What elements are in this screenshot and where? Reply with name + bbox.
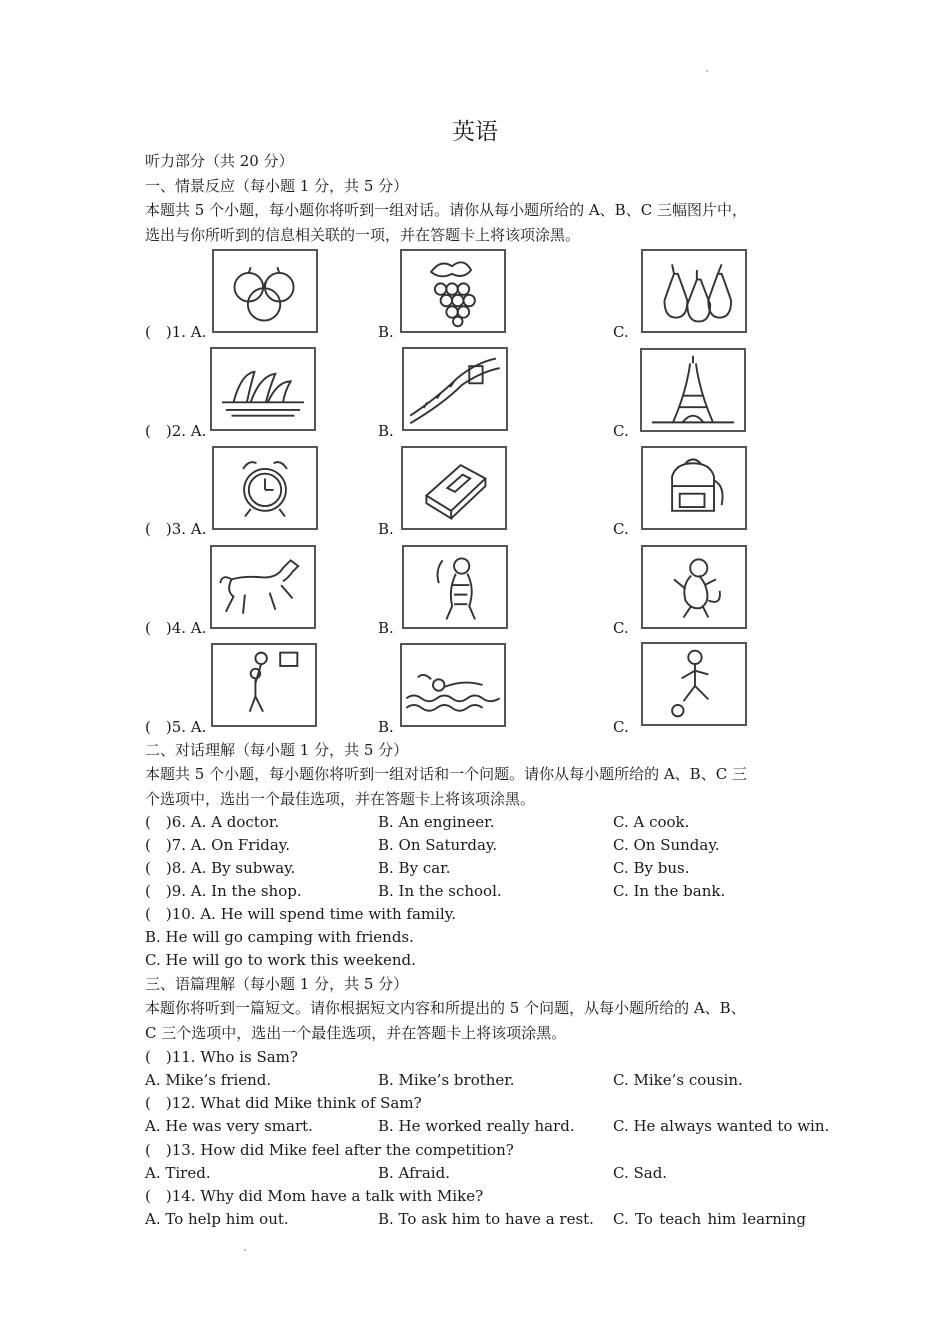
question-12-option-c: C. He always wanted to win. <box>613 1117 830 1135</box>
part2-instruction: 个选项中，选出一个最佳选项，并在答题卡上将该项涂黑。 <box>145 790 536 808</box>
apples-icon <box>212 249 318 333</box>
question-2-c-label: C. <box>613 422 629 440</box>
question-10-option-a: ( )10. A. He will spend time with family. <box>145 905 456 923</box>
question-12-option-b: B. He worked really hard. <box>378 1117 575 1135</box>
option-word: teach <box>659 1210 702 1228</box>
question-9-option-c: C. In the bank. <box>613 882 726 900</box>
question-14-option-a: A. To help him out. <box>145 1210 289 1228</box>
question-8-option-c: C. By bus. <box>613 859 690 877</box>
question-11-stem: ( )11. Who is Sam? <box>145 1048 298 1066</box>
question-10-option-c: C. He will go to work this weekend. <box>145 951 416 969</box>
sydney-opera-house-icon <box>210 347 316 431</box>
question-9-option-b: B. In the school. <box>378 882 502 900</box>
part1-heading: 一、情景反应（每小题 1 分，共 5 分） <box>145 177 409 195</box>
part2-instruction: 本题共 5 个小题，每小题你将听到一组对话和一个问题。请你从每小题所给的 A、B、C 三 <box>145 765 747 783</box>
question-13-option-a: A. Tired. <box>145 1164 211 1182</box>
question-12-option-a: A. He was very smart. <box>145 1117 313 1135</box>
part3-instruction: C 三个选项中，选出一个最佳选项，并在答题卡上将该项涂黑。 <box>145 1024 567 1042</box>
question-11-option-c: C. Mike’s cousin. <box>613 1071 743 1089</box>
option-word: him <box>707 1210 737 1228</box>
question-5-a-label: ( )5. A. <box>145 718 207 736</box>
horse-icon <box>210 545 316 629</box>
part3-instruction: 本题你将听到一篇短文。请你根据短文内容和所提出的 5 个问题，从每小题所给的 A、B、 <box>145 999 746 1017</box>
alarm-clock-icon <box>212 446 318 530</box>
question-6-option-a: ( )6. A. A doctor. <box>145 813 280 831</box>
option-word: To <box>635 1210 653 1228</box>
question-1-b-label: B. <box>378 323 394 341</box>
question-14-option-c <box>613 1210 806 1228</box>
part1-instruction: 本题共 5 个小题，每小题你将听到一组对话。请你从每小题所给的 A、B、C 三幅图片中， <box>145 201 747 219</box>
question-2-b-label: B. <box>378 422 394 440</box>
part3-heading: 三、语篇理解（每小题 1 分，共 5 分） <box>145 975 409 993</box>
question-8-option-a: ( )8. A. By subway. <box>145 859 296 877</box>
question-12-stem: ( )12. What did Mike think of Sam? <box>145 1094 422 1112</box>
question-3-a-label: ( )3. A. <box>145 520 207 538</box>
part2-heading: 二、对话理解（每小题 1 分，共 5 分） <box>145 741 409 759</box>
question-9-option-a: ( )9. A. In the shop. <box>145 882 302 900</box>
question-7-option-a: ( )7. A. On Friday. <box>145 836 291 854</box>
question-14-option-b: B. To ask him to have a rest. <box>378 1210 594 1228</box>
question-7-option-b: B. On Saturday. <box>378 836 498 854</box>
section-listening: 听力部分（共 20 分） <box>145 152 294 170</box>
question-13-option-b: B. Afraid. <box>378 1164 450 1182</box>
question-3-b-label: B. <box>378 520 394 538</box>
swimmer-icon <box>400 643 506 727</box>
question-14-stem: ( )14. Why did Mom have a talk with Mike? <box>145 1187 484 1205</box>
scan-speck <box>244 1249 246 1251</box>
grapes-icon <box>400 249 506 333</box>
question-6-option-b: B. An engineer. <box>378 813 495 831</box>
question-5-c-label: C. <box>613 718 629 736</box>
question-8-option-b: B. By car. <box>378 859 451 877</box>
question-5-b-label: B. <box>378 718 394 736</box>
book-icon <box>401 446 507 530</box>
monkey-icon <box>641 545 747 629</box>
page-title: 英语 <box>452 119 498 145</box>
tiger-icon <box>402 545 508 629</box>
option-word: learning <box>742 1210 806 1228</box>
question-4-a-label: ( )4. A. <box>145 619 207 637</box>
question-13-option-c: C. Sad. <box>613 1164 668 1182</box>
question-2-a-label: ( )2. A. <box>145 422 207 440</box>
question-3-c-label: C. <box>613 520 629 538</box>
question-13-stem: ( )13. How did Mike feel after the competition? <box>145 1141 514 1159</box>
soccer-player-icon <box>641 642 747 726</box>
pears-icon <box>641 249 747 333</box>
backpack-icon <box>641 446 747 530</box>
part1-instruction: 选出与你所听到的信息相关联的一项，并在答题卡上将该项涂黑。 <box>145 226 581 244</box>
question-7-option-c: C. On Sunday. <box>613 836 720 854</box>
question-11-option-a: A. Mike’s friend. <box>145 1071 272 1089</box>
question-10-option-b: B. He will go camping with friends. <box>145 928 414 946</box>
question-1-c-label: C. <box>613 323 629 341</box>
great-wall-icon <box>402 347 508 431</box>
basketball-player-icon <box>211 643 317 727</box>
question-4-c-label: C. <box>613 619 629 637</box>
eiffel-tower-icon <box>640 348 746 432</box>
option-word: C. <box>613 1210 629 1228</box>
question-6-option-c: C. A cook. <box>613 813 690 831</box>
question-11-option-b: B. Mike’s brother. <box>378 1071 515 1089</box>
question-1-a-label: ( )1. A. <box>145 323 207 341</box>
scan-speck <box>706 70 708 72</box>
question-4-b-label: B. <box>378 619 394 637</box>
